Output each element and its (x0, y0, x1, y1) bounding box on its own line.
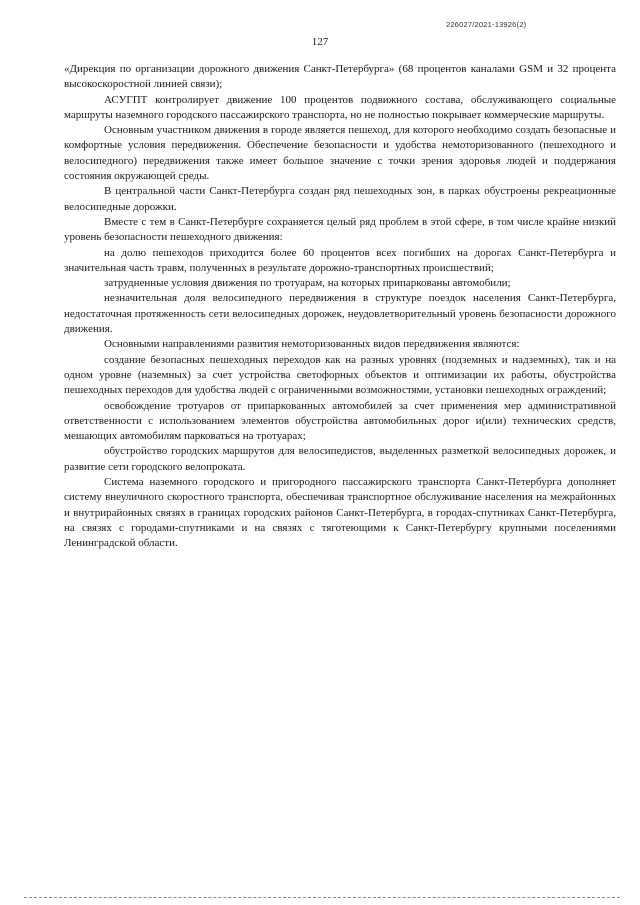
paragraph: Основными направлениями развития немоторизованных видов передвижения являются: (104, 338, 520, 351)
page-number: 127 (311, 36, 329, 48)
paragraph: Основным участником движения в городе является пешеход, для которого необходимо создать безопасные и комфортные условия передвижения. Обеспечение безопасности и удобства немоторизованного (пешеходного и велосипедного) передвижения также имеет большое значение с точки зрения здоровья людей и поддержания состояния окружающей среды. (64, 124, 616, 183)
paragraph: АСУГПТ контролирует движение 100 процентов подвижного состава, обслуживающего социальные маршруты наземного городского пассажирского транспорта, но не полностью покрывает коммерческие маршруты. (64, 93, 616, 121)
list-item: освобождение тротуаров от припаркованных автомобилей за счет применения мер административной ответственности с использованием элементов обустройства автомобильных дорог и(или) технических средств, мешающих автомобилям парковаться на тротуарах; (64, 399, 616, 443)
paragraph: В центральной части Санкт-Петербурга создан ряд пешеходных зон, в парках обустроены рекреационные велосипедные дорожки. (64, 185, 616, 213)
footer-divider (24, 897, 620, 898)
paragraph: Вместе с тем в Санкт-Петербурге сохраняется целый ряд проблем в этой сфере, в том числе крайне низкий уровень безопасности пешеходного движения: (64, 215, 616, 244)
document-id: 226027/2021-13926(2) (446, 20, 527, 29)
list-item: обустройство городских маршрутов для велосипедистов, выделенных разметкой велосипедных дорожек, и развитие сети городского велопроката. (64, 445, 616, 473)
paragraph: Система наземного городского и пригородного пассажирского транспорта Санкт-Петербурга дополняет систему внеуличного скоростного транспорта, обеспечивая транспортное обслуживание населения на межрайонных и внутрирайонных связях в границах городских районов Санкт-Петербурга, в городах-спутниках Санкт-Петербурга, на связях с городами-спутниками и на связях с тяготеющими к Санкт-Петербургу крупными поселениями Ленинградской области. (64, 476, 616, 550)
list-item: затрудненные условия движения по тротуарам, на которых припаркованы автомобили; (104, 277, 511, 290)
list-item: незначительная доля велосипедного передвижения в структуре поездок населения Санкт-Петербурга, недостаточная протяженность сети велосипедных дорожек, неудовлетворительный уровень безопасности дорожного движения. (64, 292, 616, 336)
paragraph: «Дирекция по организации дорожного движения Санкт-Петербурга» (68 процентов каналами GSM и 32 процента высокоскоростной линией связи); (64, 63, 616, 91)
list-item: создание безопасных пешеходных переходов как на разных уровнях (подземных и надземных), так и на одном уровне (наземных) за счет устройства светофорных объектов и оптимизации их работы, обустройства пешеходных переходов для удобства людей с ограниченными возможностями, установки пешеходных ограждений; (64, 353, 616, 397)
list-item: на долю пешеходов приходится более 60 процентов всех погибших на дорогах Санкт-Петербурга и значительная часть травм, полученных в результате дорожно-транспортных происшествий; (64, 246, 616, 274)
document-body (64, 62, 616, 552)
